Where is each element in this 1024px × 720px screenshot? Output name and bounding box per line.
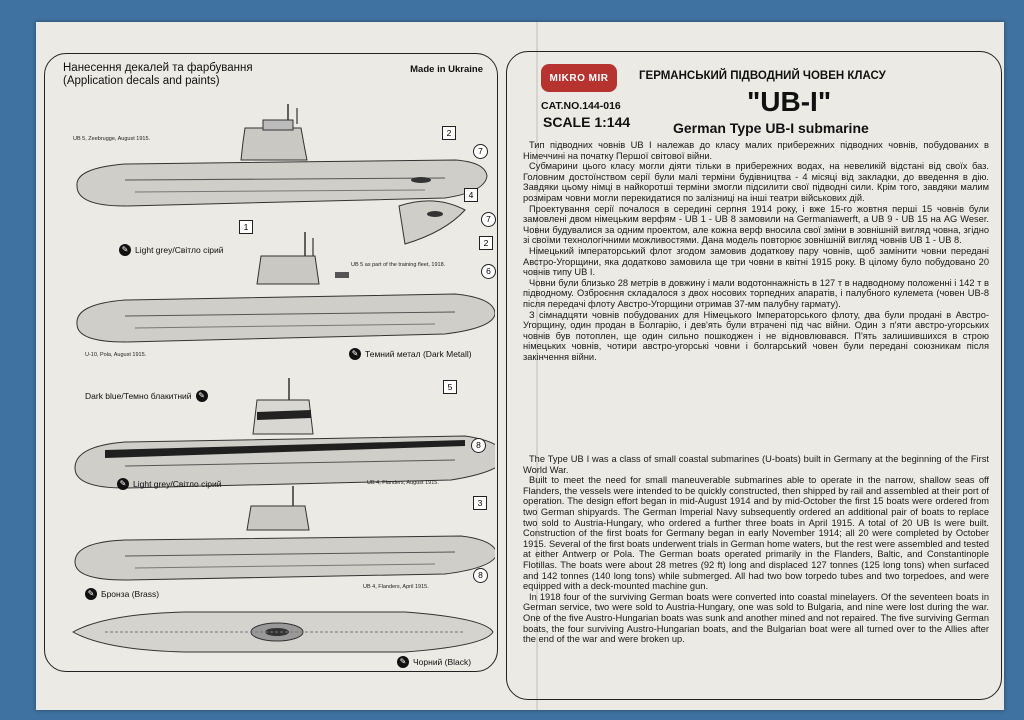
paint-brass: ✎ Бронза (Brass) [85, 588, 159, 600]
title-ukrainian: ГЕРМАНСЬКИЙ ПІДВОДНИЙ ЧОВЕН КЛАСУ [639, 70, 886, 82]
paint-light-grey-2: ✎ Light grey/Світло сірий [117, 478, 221, 490]
submarine-profile-3 [65, 372, 495, 492]
paragraph: Субмарини цього класу могли діяти тільки в прибережних водах, на невеликій відстані від своїх баз. Головним достоїнством серії були малі терміни будівництва - 4 місяці від закладки, до введення в дію. Завдяки цьому німці в найкоротші терміни змогли підсилити свої підводні сили. Крім того, завдяки малим розмірам човни могли перекидатися по залізниці на інші театри військових дій. [523, 161, 989, 203]
callout-2a: 2 [442, 126, 456, 140]
paragraph: In 1918 four of the surviving German boats were converted into coastal minelayers. Of the seventeen boats in German service, two were sold to Austria-Hungary, one was sold to Bulgaria, and nine were lost during the war. One of the five Austro-Hungarian boats was sunk and another mined and not repaired. The five surviving German boats, the four surviving Austro-Hungarian boats, and the Bulgarian boat were all turned over to the Allies after the end of the war and were broken up. [523, 591, 989, 645]
paint-dark-metal: ✎ Темний метал (Dark Metall) [349, 348, 472, 360]
paragraph: Проектування серії почалося в середині серпня 1914 року, і вже 15-го жовтня перші 15 човнів були замовлені двом німецьким верфям - UB 1 - UB 8 замовили на Germaniawerft, а UB 9 - UB 15 на AG Weser. Човни будувалися за одним проектом, але кожна верф вносила свої зміни в зовнішній вигляд човна, згідно зі своїми технологічними можливостями. Дана модель повторює зовнішній вигляд човнів UB 1 - UB 8. [523, 203, 989, 246]
history-panel [506, 51, 1002, 700]
callout-8a: 8 [471, 438, 486, 453]
painting-guide-panel [44, 53, 498, 672]
paragraph: З сімнадцяти човнів побудованих для Німецького Імператорського флоту, два були продані в Австро-Угорщину, один продан в Болгарію, і дев'ять були втрачені під час війни. Один з п'яти австро-угорських човнів був потоплен, ще один сильно пошкоджен і не відновлювався. П'ять залишившихся в строю німецьких човнів, чотири австро-угорські човни і болгарський човен були передані союзникам після закінчення війни. [523, 309, 989, 362]
paragraph: Німецький імператорський флот згодом замовив додаткову пару човнів, щоб замінити човни передані Австро-Угорщини, яка додатково замовила ще три човни в квітні 1915 року. В цілому було побудовано 20 човнів типу UB I. [523, 245, 989, 278]
paint-black: ✎ Чорний (Black) [397, 656, 471, 668]
callout-7b: 7 [481, 212, 496, 227]
history-text-english [523, 454, 989, 645]
brush-icon: ✎ [119, 244, 131, 256]
callout-6: 6 [481, 264, 496, 279]
caption-ub5-zeebrugge: UB 5, Zeebrugge, August 1915. [73, 136, 151, 142]
callout-5: 5 [443, 380, 457, 394]
scale-label: SCALE 1:144 [543, 114, 631, 130]
paragraph: Човни були близько 28 метрів в довжину і мали водотоннажність в 127 т в надводному положенні і 142 т в підводному. Озброєння складалося з двох носових торпедних апаратів, і палубного кулемета (човен UB-8 після передачі флоту Австро-Угорщини отримав 37-мм палубну гармату). [523, 277, 989, 309]
paint-light-grey-1: ✎ Light grey/Світло сірий [119, 244, 223, 256]
made-in-label: Made in Ukraine [410, 64, 483, 75]
submarine-top-view [65, 608, 495, 656]
paint-dark-blue: Dark blue/Темно блакитний ✎ [85, 390, 208, 402]
painting-heading-ua: Нанесення декалей та фарбування [63, 62, 253, 74]
paragraph: Built to meet the need for small maneuverable submarines able to operate in the narrow, shallow seas off Flanders, the vessels were intended to be quickly constructed, then shipped by rail and assembled at their port of operation. The design effort began in mid-August 1914 and by mid-October the first 15 boats were ordered from two German shipyards. The German Imperial Navy subsequently ordered an additional pair of boats to replace two sold to Austria-Hungary, who ordered a further three boats in April 1915. A total of 20 UB Is were built. Construction of the first boats for Germany began in early November 1914; all 20 were completed by October 1915. Several of the first boats underwent trials in German home waters, but the rest were assembled and tested at either Antwerp or Pola. The German boats operated primarily in the Flanders, Baltic, and Constantinople Flotillas. The boats were about 28 metres (92 ft) long and displaced 127 tonnes (125 long tons) when surfaced and 142 tonnes (140 long tons) while submerged. All had two bow torpedo tubes and two torpedoes, and were equipped with a deck-mounted machine gun. [523, 475, 989, 592]
callout-8b: 8 [473, 568, 488, 583]
title-model: "UB-I" [747, 86, 832, 117]
title-english: German Type UB-I submarine [673, 120, 869, 136]
callout-2b: 2 [479, 236, 493, 250]
callout-3: 3 [473, 496, 487, 510]
callout-1: 1 [239, 220, 253, 234]
caption-u10-pola: U-10, Pola, August 1915. [85, 352, 147, 358]
caption-ub5-training: UB 5 as part of the training fleet, 1918. [351, 262, 446, 268]
callout-4: 4 [464, 188, 478, 202]
brand-logo: MIKRO MIR [541, 64, 617, 92]
paragraph: Тип підводних човнів UB I належав до класу малих прибережних підводних човнів, побудованих в Німеччині на початку Першої світової війни. [523, 140, 989, 161]
instruction-sheet [36, 22, 1004, 710]
submarine-profile-2 [65, 224, 495, 344]
painting-heading-en: (Application decals and paints) [63, 75, 220, 87]
submarine-profile-4 [65, 482, 495, 592]
history-text-ukrainian [523, 140, 989, 362]
catalog-number: CAT.NO.144-016 [541, 100, 621, 112]
caption-ub4-flanders-apr: UB 4, Flanders, April 1915. [363, 584, 429, 590]
painting-heading [63, 62, 253, 88]
paragraph: The Type UB I was a class of small coastal submarines (U-boats) built in Germany at the beginning of the First World War. [523, 454, 989, 475]
callout-7a: 7 [473, 144, 488, 159]
caption-ub4-flanders-aug: UB 4, Flanders, August 1915. [367, 480, 439, 486]
